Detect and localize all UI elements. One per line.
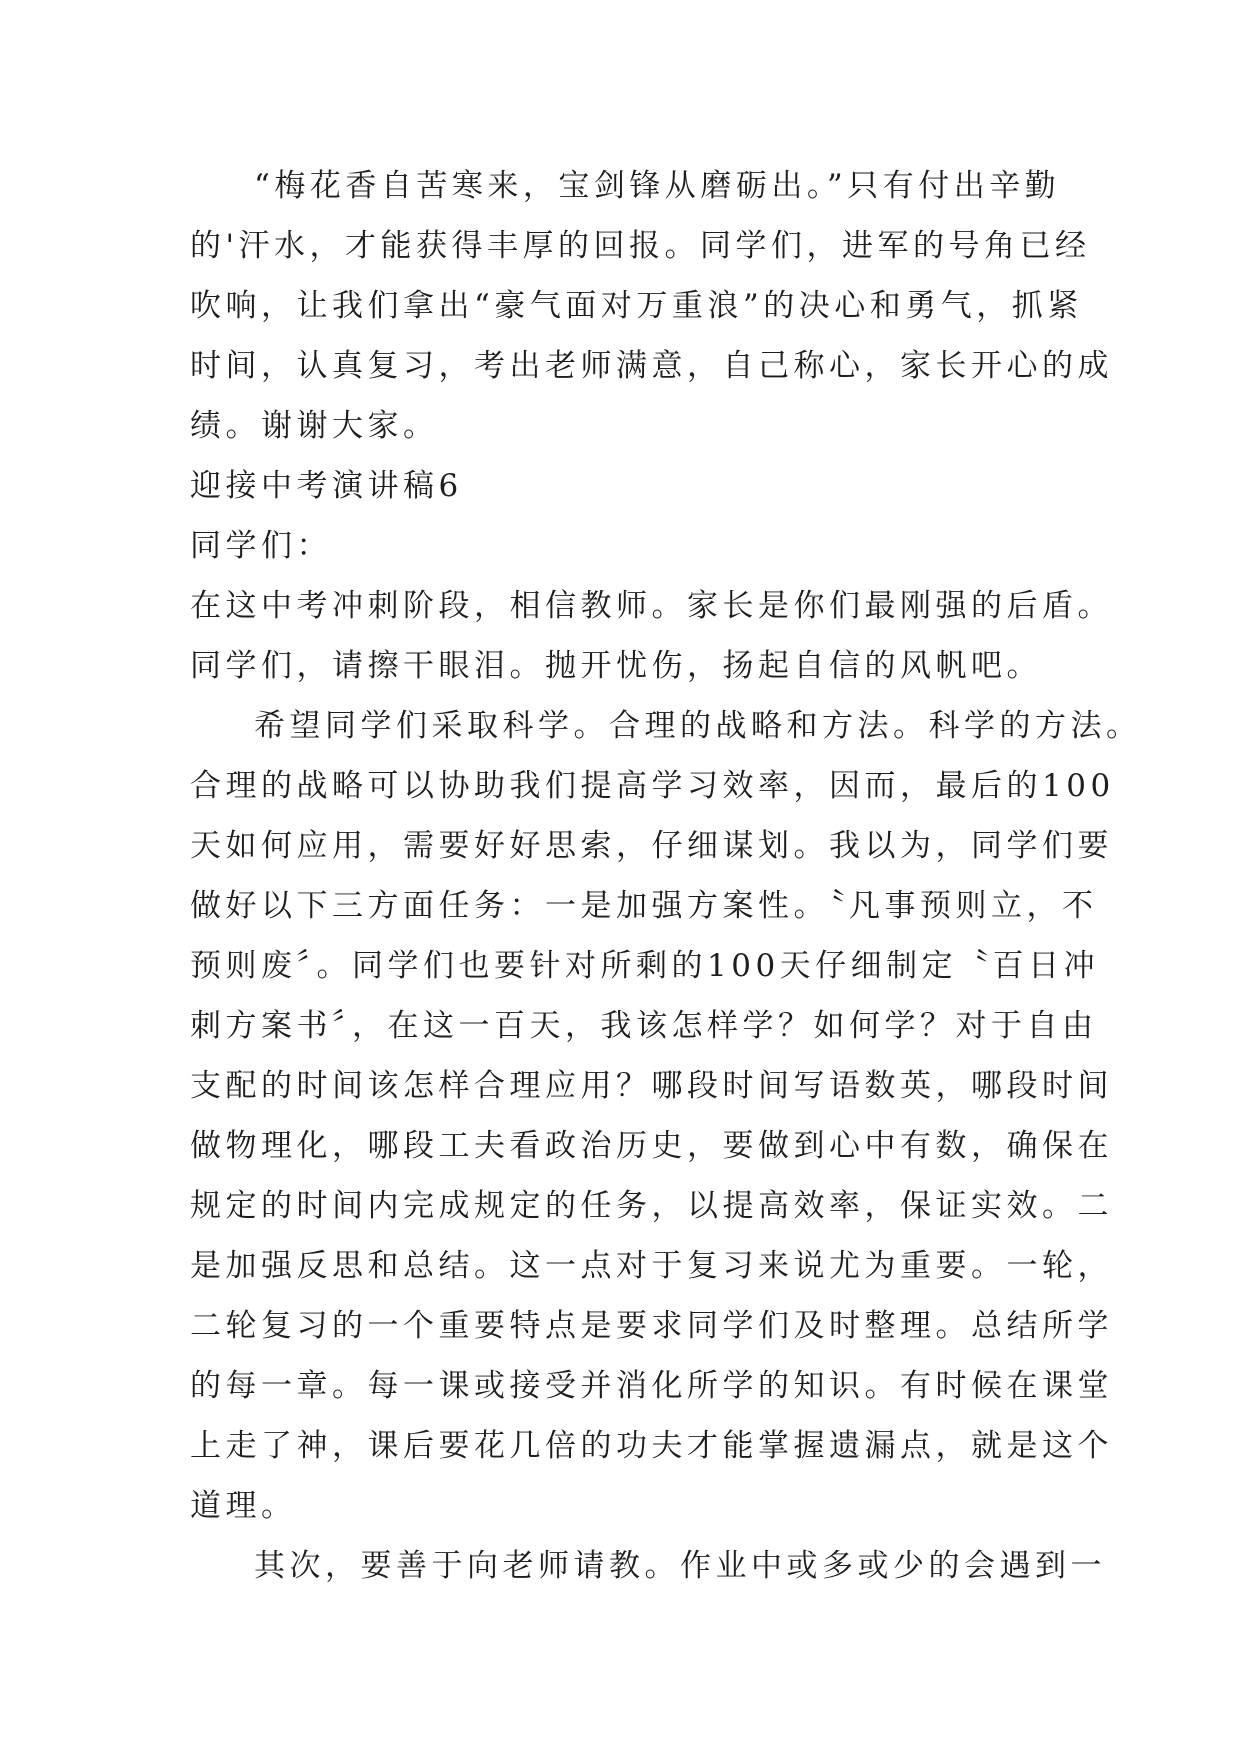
text-line: 规定的时间内完成规定的任务，以提高效率，保证实效。二 — [190, 1188, 1113, 1224]
text-line: 吹响，让我们拿出“豪气面对万重浪”的决心和勇气，抓紧 — [190, 288, 1083, 324]
text-line: 的'汗水，才能获得丰厚的回报。同学们，进军的号角已经 — [190, 228, 1091, 264]
text-line: 刺方案书〞，在这一百天，我该怎样学？如何学？对于自由 — [190, 1008, 1098, 1044]
text-line: 时间，认真复习，考出老师满意，自己称心，家长开心的成 — [190, 348, 1113, 384]
text-line: 合理的战略可以协助我们提高学习效率，因而，最后的100 — [190, 768, 1115, 804]
text-line: 支配的时间该怎样合理应用？哪段时间写语数英，哪段时间 — [190, 1068, 1113, 1104]
text-line: 天如何应用，需要好好思索，仔细谋划。我以为，同学们要 — [190, 828, 1113, 864]
text-line: 是加强反思和总结。这一点对于复习来说尤为重要。一轮， — [190, 1248, 1113, 1284]
text-line: 上走了神，课后要花几倍的功夫才能掌握遗漏点，就是这个 — [190, 1428, 1113, 1464]
text-line: 绩。谢谢大家。 — [190, 408, 439, 444]
text-line: 道理。 — [190, 1488, 297, 1524]
text-line: 同学们，请擦干眼泪。抛开忧伤，扬起自信的风帆吧。 — [190, 648, 1042, 684]
body-text — [190, 156, 1142, 1596]
text-line: 的每一章。每一课或接受并消化所学的知识。有时候在课堂 — [190, 1368, 1113, 1404]
text-line: 做好以下三方面任务：一是加强方案性。〝凡事预则立，不 — [190, 888, 1098, 924]
text-line: 二轮复习的一个重要特点是要求同学们及时整理。总结所学 — [190, 1308, 1113, 1344]
text-line: 希望同学们采取科学。合理的战略和方法。科学的方法。 — [254, 708, 1142, 744]
section-heading: 迎接中考演讲稿6 — [190, 468, 463, 504]
salutation: 同学们： — [190, 528, 332, 564]
text-line: 预则废〞。同学们也要针对所剩的100天仔细制定〝百日冲 — [190, 948, 1100, 984]
text-line: 做物理化，哪段工夫看政治历史，要做到心中有数，确保在 — [190, 1128, 1113, 1164]
text-line: “梅花香自苦寒来，宝剑锋从磨砺出。”只有付出辛勤 — [254, 168, 1061, 204]
text-line: 其次，要善于向老师请教。作业中或多或少的会遇到一 — [254, 1548, 1106, 1584]
text-line: 在这中考冲刺阶段，相信教师。家长是你们最刚强的后盾。 — [190, 588, 1113, 624]
